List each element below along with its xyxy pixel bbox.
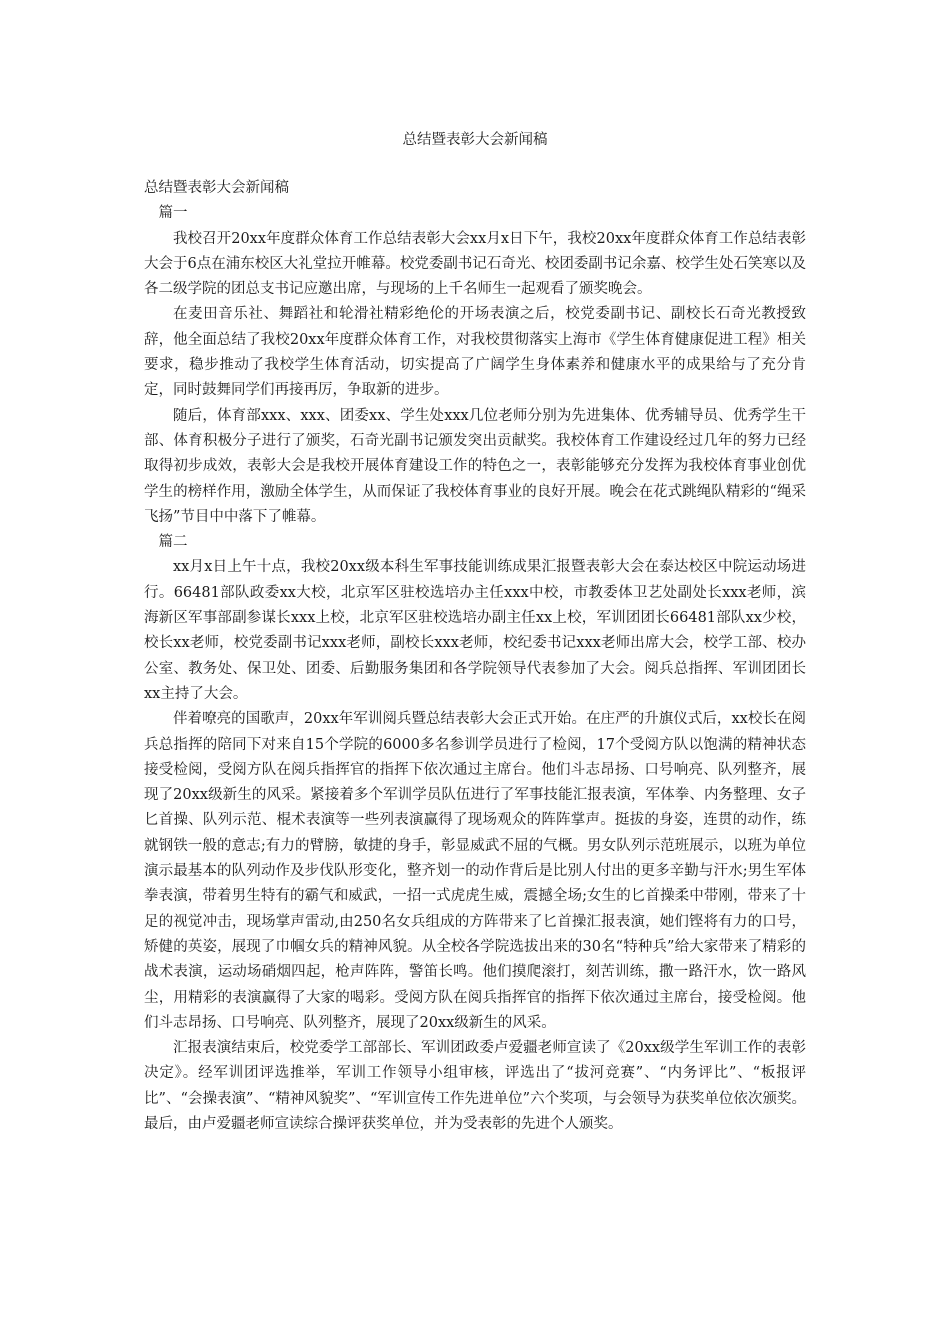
paragraph: xx月x日上午十点，我校20xx级本科生军事技能训练成果汇报暨表彰大会在泰达校区中院运动场进行。66481部队政委xx大校，北京军区驻校选培办主任xxx中校，市教委体卫艺处副处长xxx老师，滨海新区军事部副参谋长xxx上校，北京军区驻校选培办副主任xx上校，军训团团长66481部队xx少校，校长xx老师，校党委副书记xxx老师，副校长xxx老师，校纪委书记xxx老师出席大会，校学工部、校办公室、教务处、保卫处、团委、后勤服务集团和各学院领导代表参加了大会。阅兵总指挥、军训团团长xx主持了大会。 <box>144 559 806 702</box>
paragraph: 随后，体育部xxx、xxx、团委xx、学生处xxx几位老师分别为先进集体、优秀辅导员、优秀学生干部、体育积极分子进行了颁奖，石奇光副书记颁发突出贡献奖。我校体育工作建设经过几年的努力已经取得初步成效，表彰大会是我校开展体育建设工作的特色之一，表彰能够充分发挥为我校体育事业创优学生的榜样作用，激励全体学生，从而保证了我校体育事业的良好开展。晚会在花式跳绳队精彩的“绳采飞扬”节目中中落下了帷幕。 <box>144 407 806 525</box>
document-body <box>144 176 806 1137</box>
section-label-2: 篇二 <box>158 534 188 551</box>
section-label-1: 篇一 <box>158 205 188 222</box>
paragraph: 我校召开20xx年度群众体育工作总结表彰大会xx月x日下午，我校20xx年度群众体育工作总结表彰大会于6点在浦东校区大礼堂拉开帷幕。校党委副书记石奇光、校团委副书记余嘉、校学生处石笑寒以及各二级学院的团总支书记应邀出席，与现场的上千名师生一起观看了颁奖晚会。 <box>144 230 806 298</box>
document-subtitle: 总结暨表彰大会新闻稿 <box>144 180 289 196</box>
document-title: 总结暨表彰大会新闻稿 <box>402 132 548 148</box>
paragraph: 在麦田音乐社、舞蹈社和轮滑社精彩绝伦的开场表演之后，校党委副书记、副校长石奇光教授致辞，他全面总结了我校20xx年度群众体育工作，对我校贯彻落实上海市《学生体育健康促进工程》相关要求，稳步推动了我校学生体育活动，切实提高了广阔学生身体素养和健康水平的成果给与了充分肯定，同时鼓舞同学们再接再厉，争取新的进步。 <box>144 306 806 399</box>
paragraph: 汇报表演结束后，校党委学工部部长、军训团政委卢爱疆老师宣读了《20xx级学生军训工作的表彰决定》。经军训团评选推举，军训工作领导小组审核，评选出了“拔河竞赛”、“内务评比”、“板报评比”、“会操表演”、“精神风貌奖”、“军训宣传工作先进单位”六个奖项，与会领导为获奖单位依次颁奖。最后，由卢爱疆老师宣读综合操评获奖单位，并为受表彰的先进个人颁奖。 <box>144 1040 806 1132</box>
paragraph: 伴着嘹亮的国歌声，20xx年军训阅兵暨总结表彰大会正式开始。在庄严的升旗仪式后，xx校长在阅兵总指挥的陪同下对来自15个学院的6000多名参训学员进行了检阅，17个受阅方队以饱满的精神状态接受检阅，受阅方队在阅兵指挥官的指挥下依次通过主席台。他们斗志昂扬、口号响亮、队列整齐，展现了20xx级新生的风采。紧接着多个军训学员队伍进行了军事技能汇报表演，军体拳、内务整理、女子匕首操、队列示范、棍术表演等一些列表演赢得了现场观众的阵阵掌声。挺拔的身姿，连贯的动作，练就钢铁一般的意志;有力的臂膀，敏捷的身手，彰显威武不屈的气概。男女队列示范班展示，以班为单位演示最基本的队列动作及步伐队形变化，整齐划一的动作背后是比别人付出的更多辛勤与汗水;男生军体拳表演，带着男生特有的霸气和威武，一招一式虎虎生威，震撼全场;女生的匕首操柔中带刚，带来了十足的视觉冲击，现场掌声雷动,由250名女兵组成的方阵带来了匕首操汇报表演，她们铿将有力的口号，矫健的英姿，展现了巾帼女兵的精神风貌。从全校各学院选拔出来的30名“特种兵”给大家带来了精彩的战术表演，运动场硝烟四起，枪声阵阵，警笛长鸣。他们摸爬滚打，刻苦训练，撒一路汗水，饮一路风尘，用精彩的表演赢得了大家的喝彩。受阅方队在阅兵指挥官的指挥下依次通过主席台，接受检阅。他们斗志昂扬、口号响亮、队列整齐，展现了20xx级新生的风采。 <box>144 711 806 1031</box>
